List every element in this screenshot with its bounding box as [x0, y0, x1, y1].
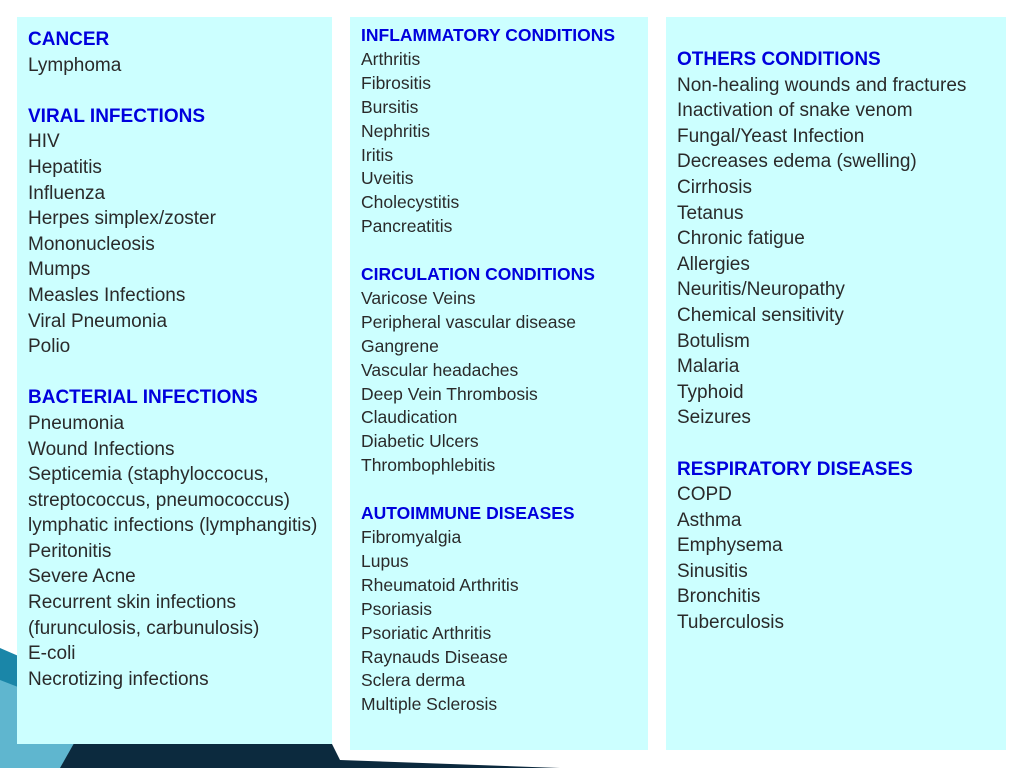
list-item: Mumps [28, 259, 91, 281]
section-respiratory-diseases [677, 457, 998, 636]
section-inflammatory-conditions [361, 24, 640, 239]
list-item: Arthritis [361, 48, 421, 69]
column-1-panel [17, 17, 332, 744]
list-item: Chemical sensitivity [677, 304, 844, 326]
list-item: Mononucleosis [28, 233, 155, 255]
list-item: Neuritis/Neuropathy [677, 279, 845, 301]
list-item: Thrombophlebitis [361, 455, 496, 476]
list-item: Rheumatoid Arthritis [361, 574, 519, 595]
list-item: Lymphoma [28, 54, 122, 76]
section-title: CIRCULATION CONDITIONS [361, 264, 595, 285]
list-item: Fibrositis [361, 72, 432, 93]
list-item: Asthma [677, 509, 742, 531]
list-item: Sinusitis [677, 560, 748, 582]
section-title: BACTERIAL INFECTIONS [28, 387, 258, 409]
list-item: Uveitis [361, 168, 414, 189]
list-item: Pancreatitis [361, 216, 453, 237]
section-title: CANCER [28, 29, 110, 50]
list-item: Claudication [361, 407, 458, 428]
list-item: Bronchitis [677, 586, 761, 608]
list-item: Influenza [28, 182, 106, 204]
list-item: lymphatic infections (lymphangitis) [28, 515, 318, 537]
list-item: Polio [28, 336, 71, 358]
list-item: Psoriatic Arthritis [361, 622, 492, 643]
list-item: HIV [28, 131, 60, 153]
list-item: Viral Pneumonia [28, 310, 168, 332]
section-bacterial-infections [28, 385, 322, 692]
section-autoimmune-diseases [361, 502, 640, 717]
list-item: Lupus [361, 550, 409, 571]
list-item: Seizures [677, 407, 751, 429]
list-item: Wound Infections [28, 438, 175, 460]
list-item: Cirrhosis [677, 176, 752, 198]
list-item: Pneumonia [28, 412, 125, 434]
list-item: Iritis [361, 144, 394, 165]
list-item: Sclera derma [361, 670, 466, 691]
list-item: Recurrent skin infections (furunculosis, carbunulosis) [28, 592, 260, 639]
list-item: Bursitis [361, 96, 419, 117]
list-item: COPD [677, 484, 732, 506]
list-item: Deep Vein Thrombosis [361, 383, 538, 404]
list-item: Fibromyalgia [361, 527, 462, 547]
section-title: OTHERS CONDITIONS [677, 49, 881, 70]
list-item: Severe Acne [28, 566, 136, 588]
column-2-panel [350, 17, 648, 750]
list-item: Botulism [677, 330, 750, 352]
list-item: Gangrene [361, 335, 439, 356]
list-item: Malaria [677, 356, 740, 378]
list-item: Peripheral vascular disease [361, 311, 576, 332]
list-item: Chronic fatigue [677, 228, 805, 250]
section-title: RESPIRATORY DISEASES [677, 458, 913, 480]
list-item: Varicose Veins [361, 287, 476, 308]
list-item: Non-healing wounds and fractures [677, 74, 967, 96]
list-item: Tetanus [677, 202, 744, 224]
list-item: Decreases edema (swelling) [677, 151, 917, 173]
section-others-conditions [677, 47, 998, 431]
list-item: Herpes simplex/zoster [28, 208, 216, 230]
list-item: Inactivation of snake venom [677, 100, 913, 122]
section-title: VIRAL INFECTIONS [28, 105, 205, 127]
list-item: Fungal/Yeast Infection [677, 125, 865, 147]
section-circulation-conditions [361, 263, 640, 478]
section-viral-infections [28, 104, 322, 360]
list-item: Emphysema [677, 535, 783, 557]
section-title: INFLAMMATORY CONDITIONS [361, 25, 616, 45]
list-item: Septicemia (staphyloccocus, streptococcus, pneumococcus) [28, 464, 290, 511]
list-item: Vascular headaches [361, 359, 519, 380]
list-item: Nephritis [361, 120, 431, 141]
list-item: Measles Infections [28, 284, 186, 306]
list-item: Raynauds Disease [361, 646, 508, 667]
list-item: Typhoid [677, 381, 744, 403]
list-item: Tuberculosis [677, 612, 785, 634]
list-item: Allergies [677, 253, 750, 275]
list-item: Necrotizing infections [28, 668, 209, 690]
list-item: Psoriasis [361, 598, 432, 619]
list-item: Hepatitis [28, 156, 102, 178]
list-item: Cholecystitis [361, 192, 460, 213]
section-title: AUTOIMMUNE DISEASES [361, 503, 575, 524]
column-3-panel [666, 17, 1006, 750]
list-item: Peritonitis [28, 540, 112, 562]
list-item: Diabetic Ulcers [361, 431, 479, 452]
section-cancer [28, 27, 322, 78]
list-item: Multiple Sclerosis [361, 694, 498, 715]
list-item: E-coli [28, 643, 76, 665]
